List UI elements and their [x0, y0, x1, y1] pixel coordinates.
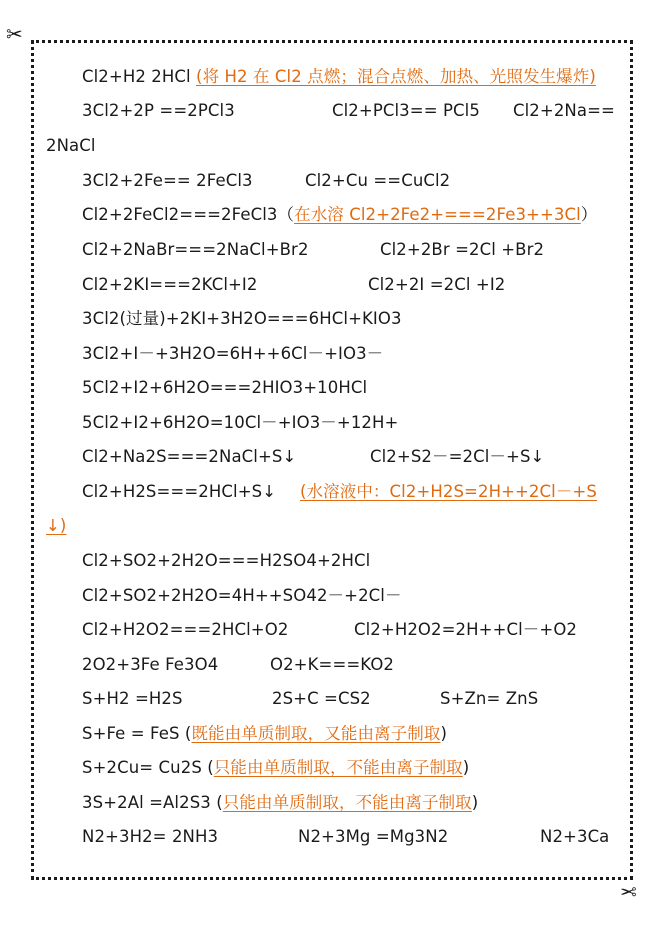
equation-text: Cl2+H2S===2HCl+S↓ — [82, 482, 277, 501]
equation-line — [82, 446, 296, 468]
equation-note: 只能由单质制取，不能由离子制取 — [213, 758, 463, 777]
equation-line — [82, 343, 383, 365]
equation-line — [370, 446, 544, 468]
equation-text: ) — [462, 758, 470, 777]
equation-text: Cl2+2Na== — [513, 101, 615, 120]
equation-text: ) — [440, 724, 447, 743]
equation-line — [540, 826, 609, 848]
equation-line — [82, 412, 398, 434]
equation-line — [82, 100, 235, 122]
equation-line — [82, 688, 183, 710]
equation-line — [440, 688, 538, 710]
equation-line — [305, 170, 450, 192]
equation-text: Cl2+PCl3== PCl5 — [332, 101, 480, 120]
equation-line — [82, 826, 218, 848]
equation-text: 2O2+3Fe Fe3O4 — [82, 655, 219, 674]
equation-line — [82, 585, 402, 607]
equation-line — [82, 481, 276, 503]
equation-text: S+Zn= ZnS — [440, 689, 539, 708]
equation-note: 只能由单质制取，不能由离子制取 — [222, 793, 472, 812]
equation-text: Cl2+2KI===2KCl+I2 — [82, 275, 258, 294]
equation-line — [368, 274, 505, 296]
equation-text: Cl2+H2O2=2H++Cl－+O2 — [354, 620, 578, 639]
equation-text: Cl2+H2O2===2HCl+O2 — [82, 620, 289, 639]
equation-text: Cl2+2NaBr===2NaCl+Br2 — [82, 240, 309, 259]
equation-text: 3Cl2+I－+3H2O=6H++6Cl－+IO3－ — [82, 344, 384, 363]
equation-line — [82, 239, 309, 261]
equation-text: S+Fe = FeS ( — [82, 724, 192, 743]
equation-text: N2+3Ca — [540, 827, 610, 846]
equation-line — [82, 377, 367, 399]
equation-text: 3S+2Al =Al2S3 ( — [82, 793, 223, 812]
equation-line — [46, 135, 96, 157]
equation-line — [300, 481, 597, 503]
equation-line — [354, 619, 577, 641]
equation-text: 3Cl2+2Fe== 2FeCl3 — [82, 171, 253, 190]
equation-line — [82, 308, 402, 330]
equation-line — [272, 688, 371, 710]
equation-text: 2NaCl — [46, 136, 96, 155]
equation-note: 在水溶 Cl2+2Fe2+===2Fe3++3Cl — [294, 205, 581, 224]
equation-text: 3Cl2+2P ==2PCl3 — [82, 101, 235, 120]
equation-line — [82, 204, 597, 226]
equation-text: S+H2 =H2S — [82, 689, 183, 708]
equation-note: ↓) — [46, 516, 67, 535]
equation-line — [380, 239, 544, 261]
equation-text: 2S+C =CS2 — [272, 689, 371, 708]
equation-line — [82, 792, 478, 814]
equation-text: Cl2+S2－=2Cl－+S↓ — [370, 447, 545, 466]
equation-note: 既能由单质制取，又能由离子制取 — [191, 724, 441, 743]
equation-text: ） — [580, 205, 598, 224]
equation-text: Cl2+2Br =2Cl +Br2 — [380, 240, 545, 259]
equation-text: Cl2+H2 2HCl — [82, 67, 197, 86]
equation-note: (将 H2 在 Cl2 点燃；混合点燃、加热、光照发生爆炸) — [196, 67, 596, 86]
scissors-icon: ✂ — [6, 22, 23, 46]
equation-line — [513, 100, 615, 122]
equation-line — [82, 619, 288, 641]
equation-line — [332, 100, 480, 122]
equation-text: Cl2+2FeCl2===2FeCl3（ — [82, 205, 295, 224]
equation-line — [82, 274, 258, 296]
equation-line — [82, 757, 469, 779]
equation-text: Cl2+SO2+2H2O=4H++SO42－+2Cl－ — [82, 586, 402, 605]
equation-text: Cl2+2I =2Cl +I2 — [368, 275, 506, 294]
equation-note: (水溶液中：Cl2+H2S=2H++2Cl－+S — [300, 482, 597, 501]
equation-text: ) — [471, 793, 479, 812]
equation-line — [82, 654, 218, 676]
equation-line — [82, 66, 596, 88]
equation-text: 5Cl2+I2+6H2O===2HIO3+10HCl — [82, 378, 368, 397]
equation-text: N2+3H2= 2NH3 — [82, 827, 219, 846]
equation-line — [82, 550, 370, 572]
equation-text: S+2Cu= Cu2S ( — [82, 758, 214, 777]
equation-text: 3Cl2(过量)+2KI+3H2O===6HCl+KIO3 — [82, 309, 402, 328]
equation-line — [298, 826, 448, 848]
equation-line — [82, 170, 253, 192]
equation-line — [270, 654, 394, 676]
equation-text: Cl2+Na2S===2NaCl+S↓ — [82, 447, 297, 466]
equation-line — [46, 515, 66, 537]
equation-text: Cl2+SO2+2H2O===H2SO4+2HCl — [82, 551, 371, 570]
scissors-icon: ✂ — [620, 880, 637, 904]
equation-text: Cl2+Cu ==CuCl2 — [305, 171, 451, 190]
equation-text: O2+K===KO2 — [270, 655, 395, 674]
equation-text: N2+3Mg =Mg3N2 — [298, 827, 449, 846]
equation-line — [82, 723, 447, 745]
equation-text: 5Cl2+I2+6H2O=10Cl－+IO3－+12H+ — [82, 413, 399, 432]
